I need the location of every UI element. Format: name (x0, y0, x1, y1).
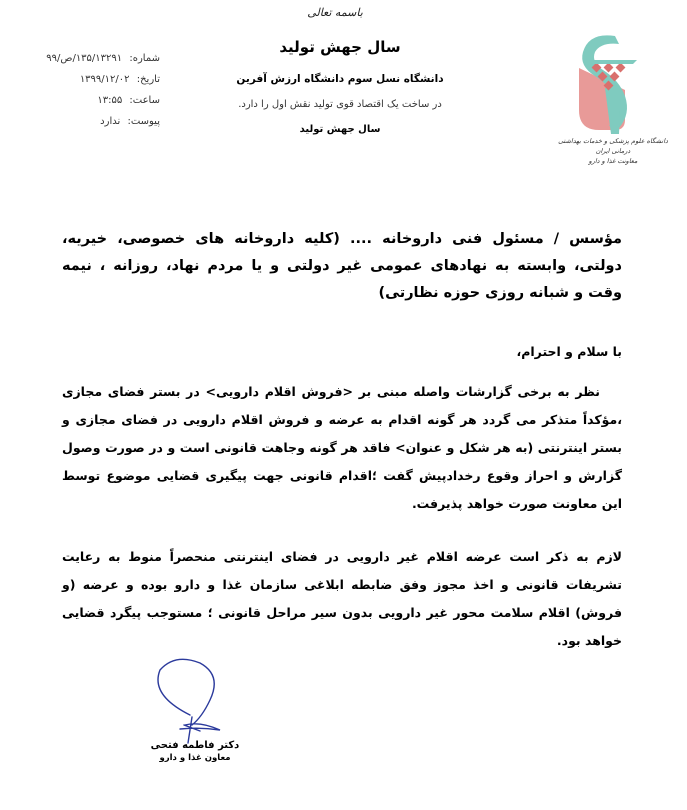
signature-icon (140, 655, 250, 745)
invocation-text: باسمه تعالی (307, 6, 363, 19)
time-value: ۱۳:۵۵ (97, 95, 123, 106)
meta-date (40, 73, 160, 94)
letter-metadata (40, 52, 160, 136)
addressee: مؤسس / مسئول فنی داروخانه .... (کلیه داروخانه های خصوصی، خیریه، دولتی، وابسته به نهادهای عمومی غیر دولتی و یا مردم نهاد، روزانه ، نیمه وقت و شبانه روزی حوزه نظارتی) (62, 231, 622, 301)
number-value: ۱۳۵/۱۳۲۹۱/ص/۹۹ (46, 53, 123, 64)
meta-attachment (40, 115, 160, 136)
signer-role: معاون غذا و دارو (159, 753, 231, 763)
greeting: با سلام و احترام، (516, 344, 622, 359)
attachment-label: پیوست: (127, 116, 160, 127)
p1-part-c: فاقد هر گونه وجاهت قانونی است و در صورت وصول گزارش و احراز وقوع رخدادپیش گفت ؛اقدام قانونی جهت پیگیری قضایی موضوع توسط این معاونت صورت خواهد پذیرفت. (62, 440, 622, 511)
slogan: در ساخت یک اقتصاد قوی تولید نقش اول را دارد. (238, 99, 442, 110)
p1-emphasis-any-form: (به هر شکل و عنوان> (395, 440, 534, 455)
letterhead-center (210, 36, 470, 135)
paragraph-2: لازم به ذکر است عرضه اقلام غیر دارویی در فضای اینترنتی منحصراً منوط به رعایت تشریفات قانونی و اخذ مجوز وفق ضابطه ابلاغی سازمان غذا و دارو بوده و عرضه (و فروش) اقلام سلامت محور غیر دارویی بدون سیر مراحل قانونی ؛ مستوجب پیگرد قضایی خواهد بود. (62, 549, 622, 648)
meta-time (40, 94, 160, 115)
logo-teal-bar (589, 60, 637, 64)
time-label: ساعت: (129, 95, 160, 106)
meta-number (40, 52, 160, 73)
logo-caption-line1: دانشگاه علوم پزشکی و خدمات بهداشتی درمانی ایران (558, 137, 668, 155)
year-title: سال جهش تولید (279, 38, 401, 56)
date-value: ۱۳۹۹/۱۲/۰۲ (79, 74, 130, 85)
university-line: دانشگاه نسل سوم دانشگاه ارزش آفرین (236, 73, 444, 85)
paragraph-1 (62, 378, 622, 518)
date-label: تاریخ: (136, 74, 160, 85)
number-label: شماره: (129, 53, 160, 64)
university-logo-icon (575, 30, 647, 135)
signer-name: دکتر فاطمه فتحی (150, 740, 240, 751)
p1-part-a: نظر به برخی گزارشات واصله مبنی بر (353, 384, 600, 399)
logo-caption (558, 136, 668, 166)
attachment-value: ندارد (100, 116, 121, 127)
year-subtitle: سال جهش تولید (299, 124, 381, 135)
signer-block (150, 740, 240, 763)
logo-caption-line2: معاونت غذا و دارو (588, 157, 638, 165)
p1-part-b: در بستر فضای مجازی ،مؤکداً متذکر می گردد هر گونه اقدام به عرضه و فروش اقلام دارویی در فضای مجازی و بستر اینترنتی (62, 384, 623, 455)
p1-emphasis-drug-sales: <فروش اقلام دارویی> (205, 384, 353, 399)
